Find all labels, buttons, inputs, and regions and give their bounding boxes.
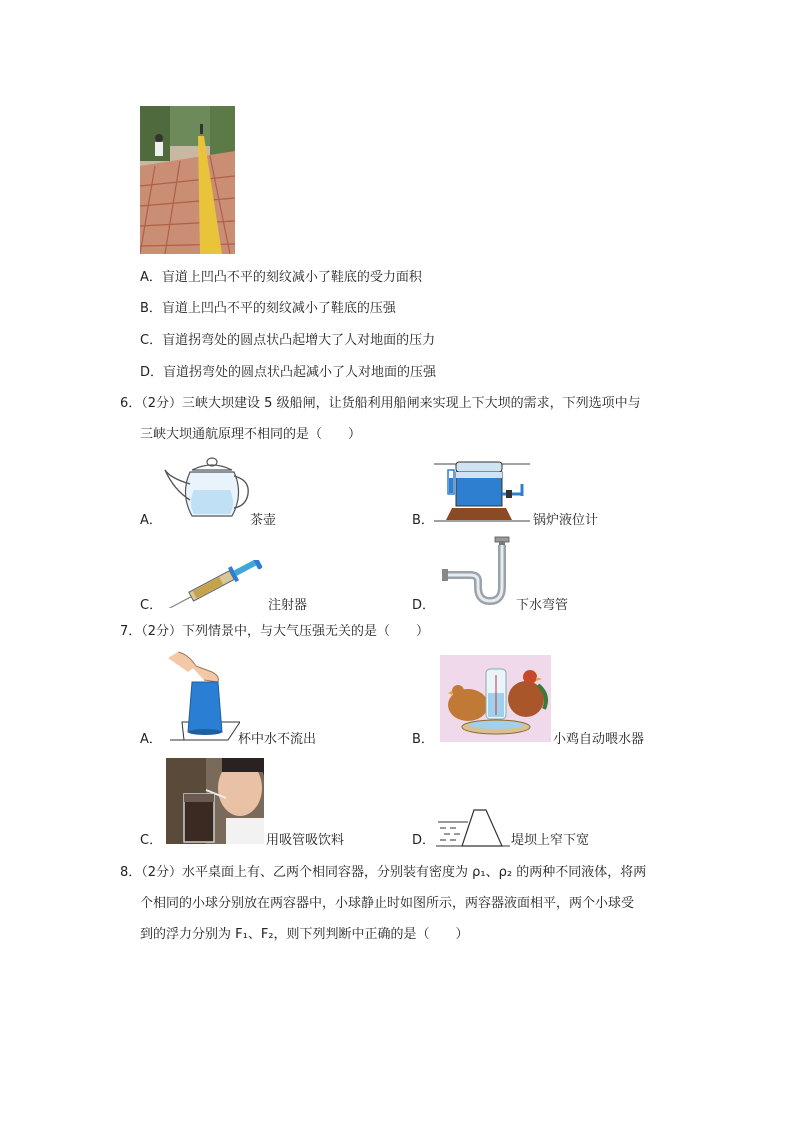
q7-d-caption: 堤坝上窄下宽 xyxy=(511,833,590,848)
syringe-illustration xyxy=(162,560,268,608)
q6-a-letter: A． xyxy=(140,513,162,528)
q6-stem-line1: 6．（2分）三峡大坝建设 5 级船闸，让货船利用船闸来实现上下大坝的需求，下列选项中与 xyxy=(120,396,641,411)
q6-d-caption: 下水弯管 xyxy=(516,598,569,613)
q6-b-letter: B． xyxy=(412,513,434,528)
q8-stem-line3: 到的浮力分别为 F₁、F₂，则下列判断中正确的是（ ） xyxy=(140,927,469,942)
q6-stem-line2: 三峡大坝通航原理不相同的是（ ） xyxy=(140,427,362,442)
q5-option-c: C．盲道拐弯处的圆点状凸起增大了人对地面的压力 xyxy=(140,333,436,348)
q7-b-letter: B． xyxy=(412,732,434,747)
dam-cross-section-illustration xyxy=(436,808,510,848)
q7-c-caption: 用吸管吸饮料 xyxy=(266,833,345,848)
tactile-paving-photo xyxy=(140,106,235,254)
q7-d-letter: D． xyxy=(412,833,436,848)
q5-option-d: D．盲道拐弯处的圆点状凸起减小了人对地面的压强 xyxy=(140,365,437,380)
boiler-level-gauge-illustration xyxy=(434,456,530,526)
drinking-straw-photo xyxy=(166,758,264,844)
q7-c-letter: C． xyxy=(140,833,163,848)
q6-b-caption: 锅炉液位计 xyxy=(533,513,599,528)
q7-a-caption: 杯中水不流出 xyxy=(238,732,317,747)
inverted-cup-illustration xyxy=(168,650,240,744)
teapot-illustration xyxy=(162,454,252,526)
q6-c-letter: C． xyxy=(140,598,163,613)
q5-option-b: B．盲道上凹凸不平的刻纹减小了鞋底的压强 xyxy=(140,301,396,316)
q5-option-a: A．盲道上凹凸不平的刻纹减小了鞋底的受力面积 xyxy=(140,270,422,285)
q6-c-caption: 注射器 xyxy=(268,598,308,613)
drain-trap-illustration xyxy=(440,535,514,609)
q8-stem-line1: 8．（2分）水平桌面上有、乙两个相同容器，分别装有密度为 ρ₁、ρ₂ 的两种不同液体，将两 xyxy=(120,865,647,880)
q7-stem: 7．（2分）下列情景中，与大气压强无关的是（ ） xyxy=(120,624,430,639)
q6-d-letter: D． xyxy=(412,598,436,613)
chicken-waterer-illustration xyxy=(440,655,551,742)
q7-b-caption: 小鸡自动喂水器 xyxy=(553,732,645,747)
q7-a-letter: A． xyxy=(140,732,162,747)
q8-stem-line2: 个相同的小球分别放在两容器中，小球静止时如图所示，两容器液面相平，两个小球受 xyxy=(140,896,635,911)
q6-a-caption: 茶壶 xyxy=(250,513,277,528)
